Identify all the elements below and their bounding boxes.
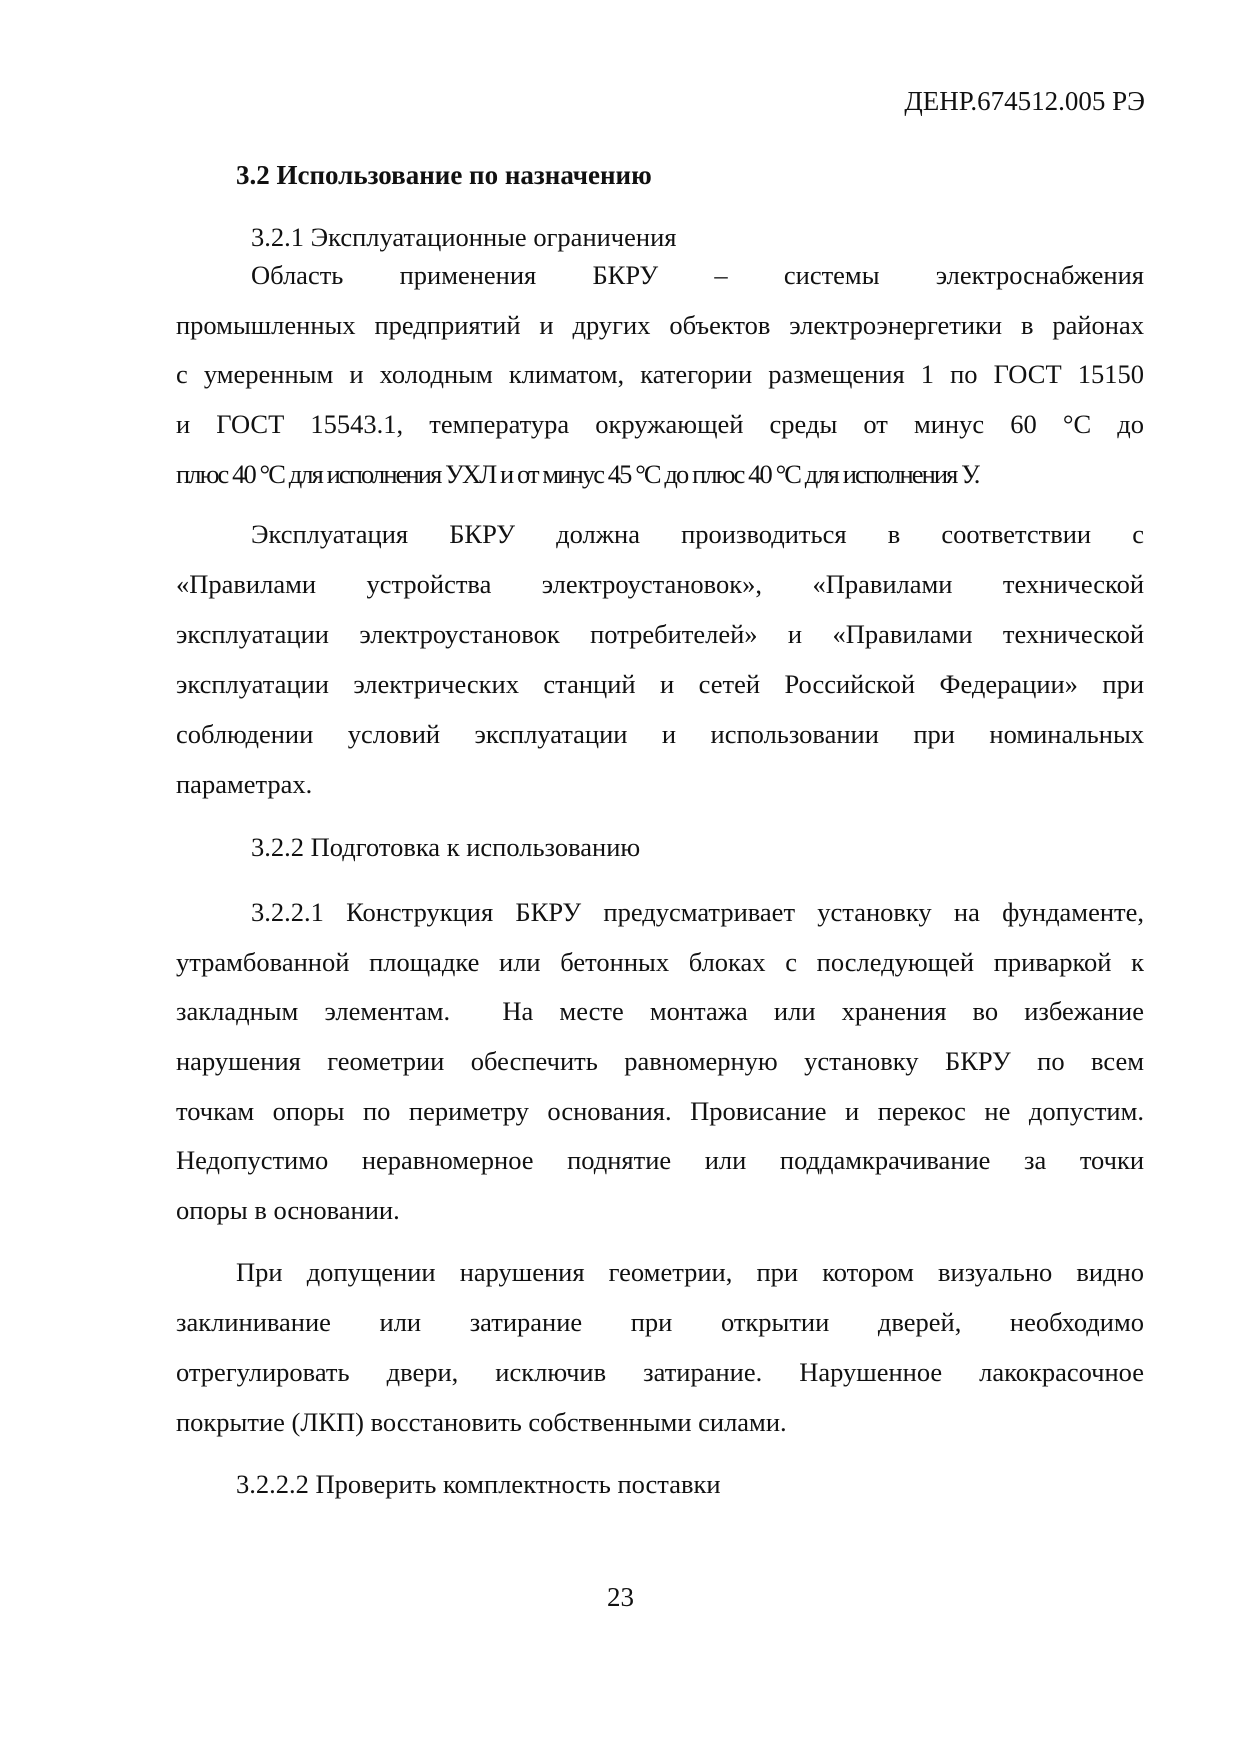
paragraph-line: точкам опоры по периметру основания. Провисание и перекос не допустим. <box>176 1096 1144 1126</box>
subsection-heading-3-2-2: 3.2.2 Подготовка к использованию <box>251 832 641 862</box>
paragraph-line: опоры в основании. <box>176 1195 400 1225</box>
paragraph-line: плюс 40 °С для исполнения УХЛ и от минус 45 °С до плюс 40 °С для исполнения У. <box>176 459 979 489</box>
section-heading: 3.2 Использование по назначению <box>236 160 652 190</box>
paragraph-line: «Правилами устройства электроустановок», «Правилами технической <box>176 569 1144 599</box>
subsection-heading-3-2-1: 3.2.1 Эксплуатационные ограничения <box>251 222 677 252</box>
paragraph-line: с умеренным и холодным климатом, категории размещения 1 по ГОСТ 15150 <box>176 359 1144 389</box>
paragraph-line: эксплуатации электрических станций и сетей Российской Федерации» при <box>176 669 1144 699</box>
paragraph-line: отрегулировать двери, исключив затирание. Нарушенное лакокрасочное <box>176 1357 1144 1387</box>
paragraph-line: заклинивание или затирание при открытии дверей, необходимо <box>176 1307 1144 1337</box>
page-number: 23 <box>607 1582 634 1612</box>
paragraph-line: эксплуатации электроустановок потребителей» и «Правилами технической <box>176 619 1144 649</box>
paragraph-line: Область применения БКРУ – системы электроснабжения <box>251 260 1144 290</box>
item-3-2-2-2: 3.2.2.2 Проверить комплектность поставки <box>236 1469 721 1499</box>
paragraph-line: Эксплуатация БКРУ должна производиться в соответствии с <box>251 519 1144 549</box>
paragraph-line: покрытие (ЛКП) восстановить собственными силами. <box>176 1407 787 1437</box>
paragraph-line: Недопустимо неравномерное поднятие или поддамкрачивание за точки <box>176 1145 1144 1175</box>
paragraph-line: соблюдении условий эксплуатации и использовании при номинальных <box>176 719 1144 749</box>
paragraph-line: и ГОСТ 15543.1, температура окружающей среды от минус 60 °С до <box>176 409 1144 439</box>
paragraph-line: закладным элементам. На месте монтажа или хранения во избежание <box>176 996 1144 1026</box>
document-code: ДЕНР.674512.005 РЭ <box>904 86 1145 116</box>
paragraph-line: 3.2.2.1 Конструкция БКРУ предусматривает установку на фундаменте, <box>251 897 1144 927</box>
paragraph-line: промышленных предприятий и других объектов электроэнергетики в районах <box>176 310 1144 340</box>
paragraph-line: утрамбованной площадке или бетонных блоках с последующей приваркой к <box>176 947 1144 977</box>
paragraph-line: нарушения геометрии обеспечить равномерную установку БКРУ по всем <box>176 1046 1144 1076</box>
paragraph-line: При допущении нарушения геометрии, при котором визуально видно <box>236 1257 1144 1287</box>
paragraph-line: параметрах. <box>176 769 313 799</box>
